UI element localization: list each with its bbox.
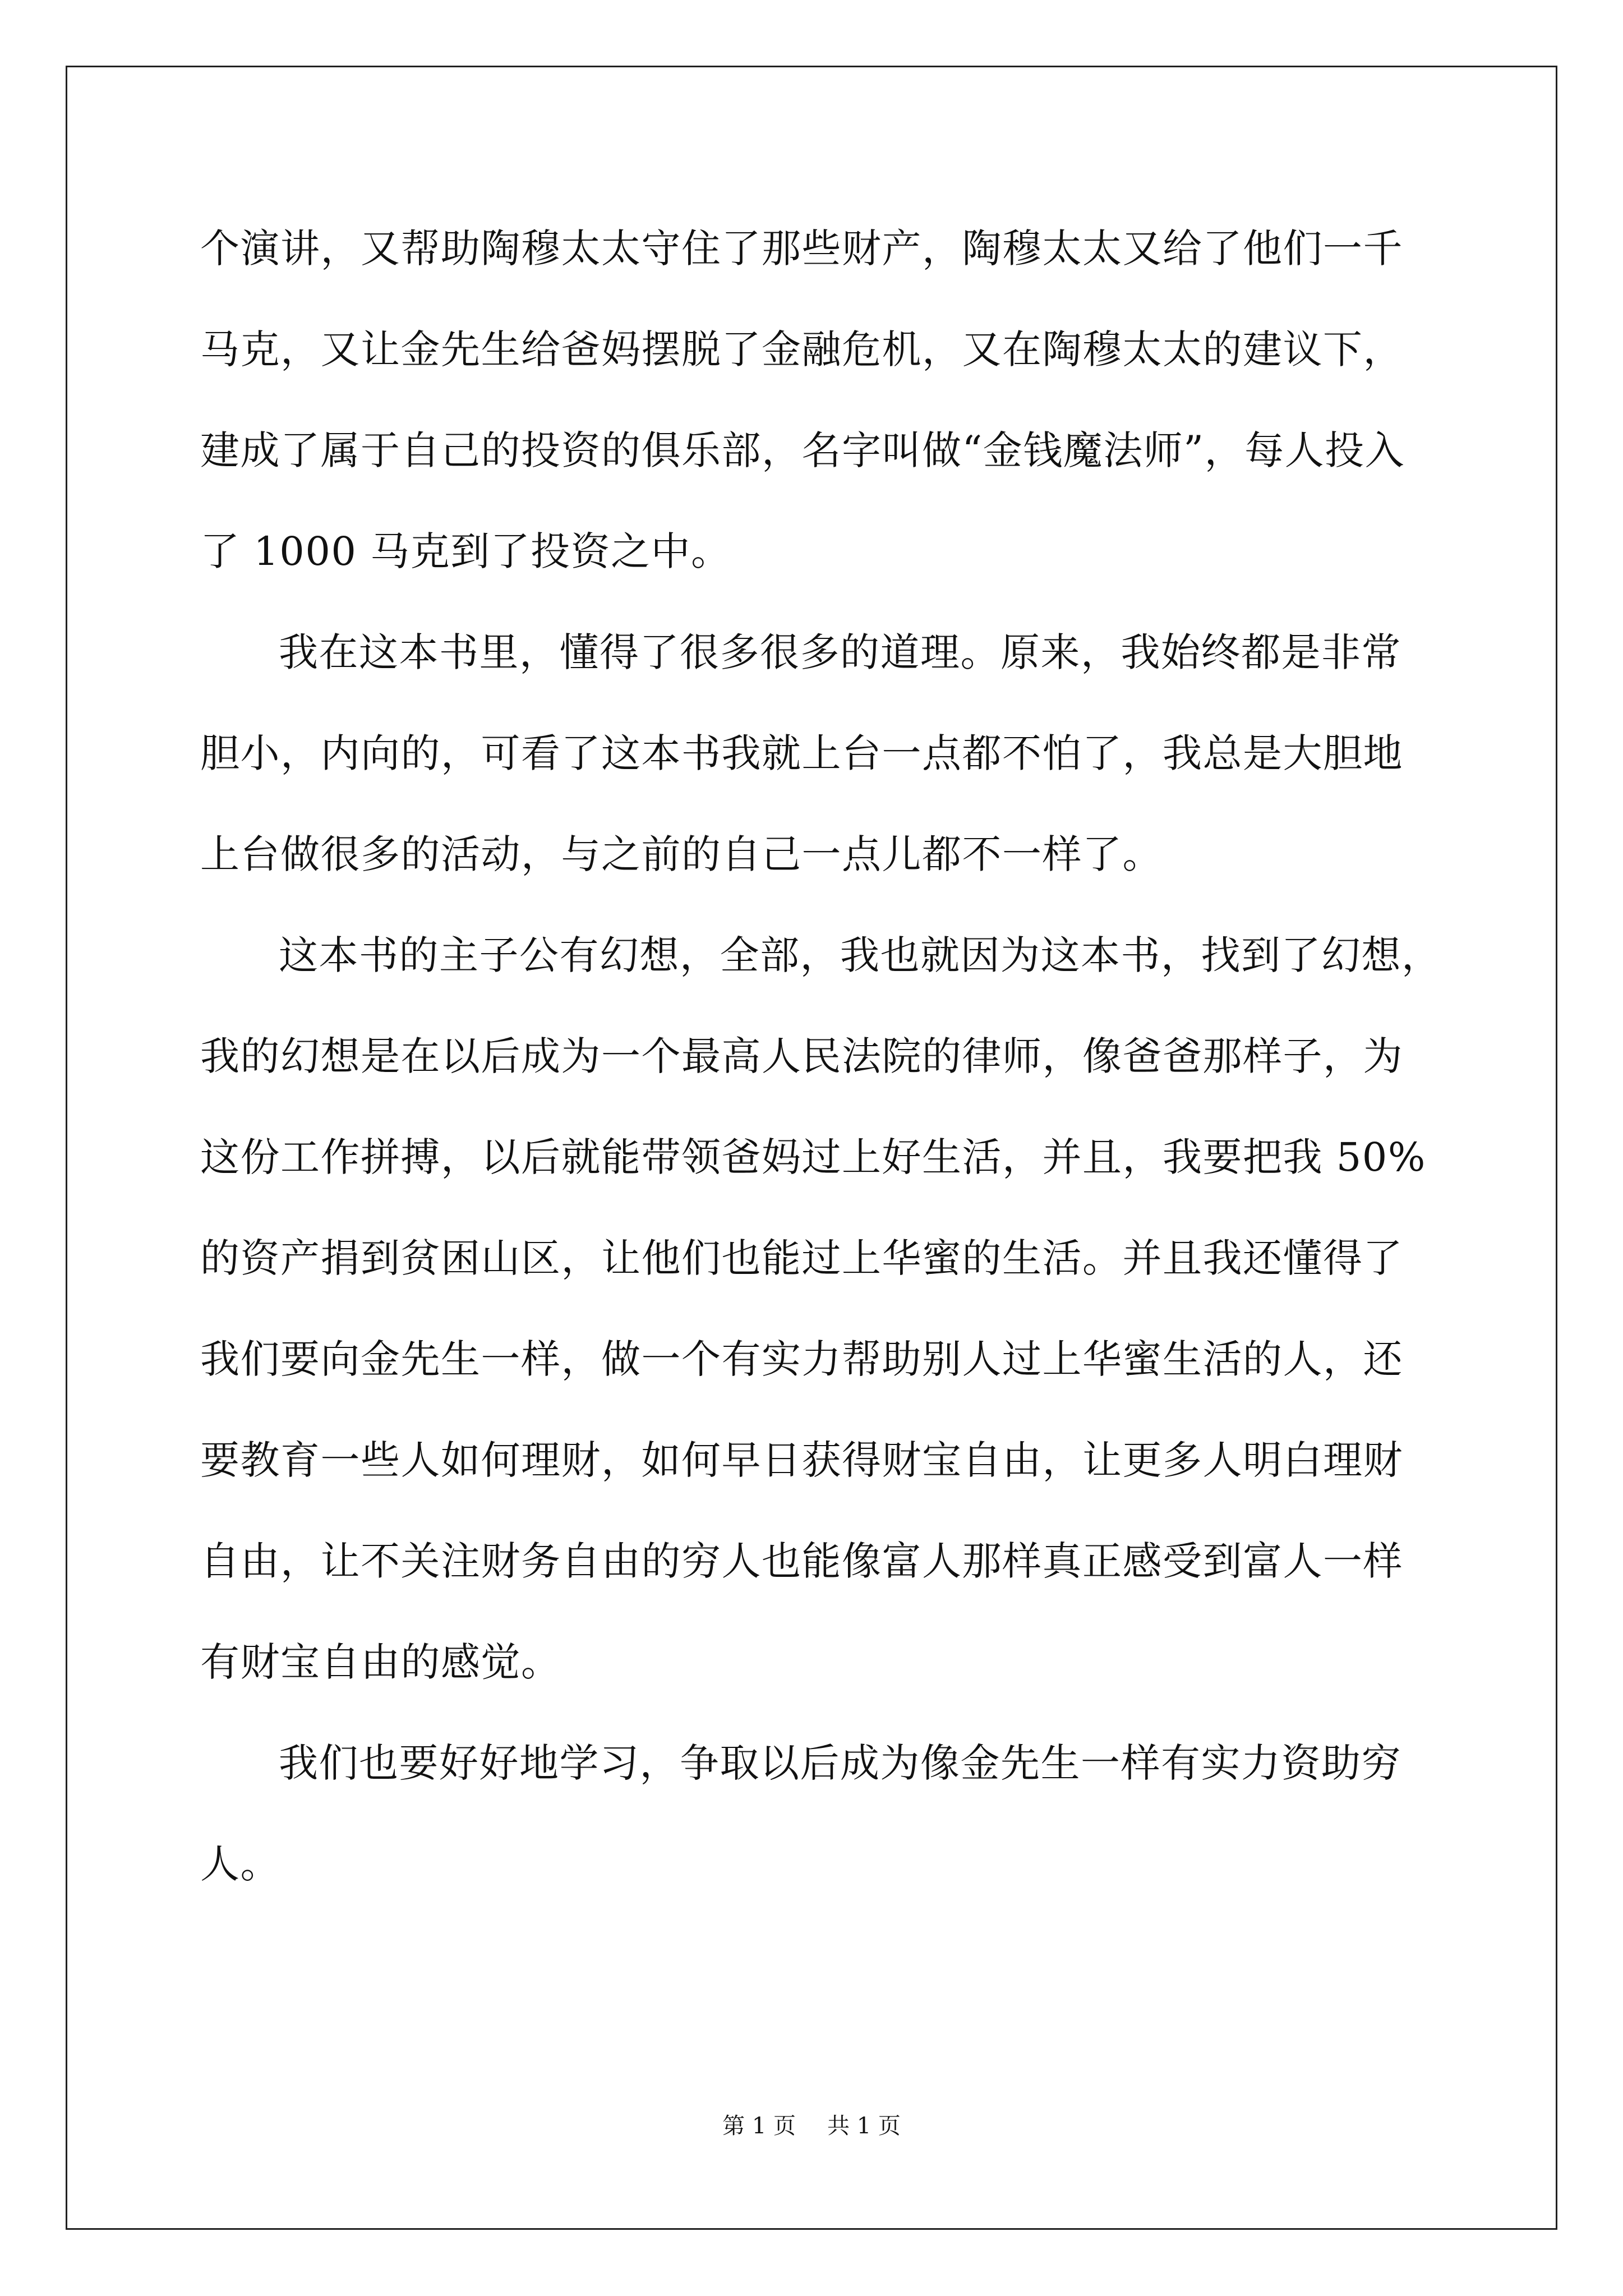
page-total: 共 1 页 xyxy=(827,2113,901,2139)
text-line: 我们也要好好地学习，争取以后成为像金先生一样有实力资助穷 xyxy=(279,1740,1401,1786)
text-line: 人。 xyxy=(200,1841,280,1887)
text-line: 的资产捐到贫困山区，让他们也能过上华蜜的生活。并且我还懂得了 xyxy=(200,1235,1403,1281)
text-line: 马克，又让金先生给爸妈摆脱了金融危机，又在陶穆太太的建议下， xyxy=(200,326,1403,372)
text-line: 要教育一些人如何理财，如何早日获得财宝自由，让更多人明白理财 xyxy=(200,1437,1403,1483)
text-line: 这本书的主子公有幻想，全部，我也就因为这本书，找到了幻想， xyxy=(279,932,1442,978)
text-line: 我们要向金先生一样，做一个有实力帮助别人过上华蜜生活的人，还 xyxy=(200,1336,1403,1382)
text-line: 上台做很多的活动，与之前的自己一点儿都不一样了。 xyxy=(200,831,1163,877)
text-line: 自由，让不关注财务自由的穷人也能像富人那样真正感受到富人一样 xyxy=(200,1538,1403,1584)
text-line: 我的幻想是在以后成为一个最高人民法院的律师，像爸爸那样子，为 xyxy=(200,1033,1403,1079)
text-line: 有财宝自由的感觉。 xyxy=(200,1639,561,1685)
text-line: 这份工作拼搏，以后就能带领爸妈过上好生活，并且，我要把我 50% xyxy=(200,1134,1426,1180)
text-line: 建成了属于自己的投资的俱乐部，名字叫做“金钱魔法师”，每人投入 xyxy=(200,427,1405,473)
page-number: 第 1 页 xyxy=(722,2113,796,2139)
page-footer xyxy=(0,2110,1623,2142)
text-line: 个演讲，又帮助陶穆太太守住了那些财产，陶穆太太又给了他们一千 xyxy=(200,226,1403,272)
text-line: 了 1000 马克到了投资之中。 xyxy=(200,528,731,574)
text-line: 胆小，内向的，可看了这本书我就上台一点都不怕了，我总是大胆地 xyxy=(200,730,1403,776)
text-line: 我在这本书里，懂得了很多很多的道理。原来，我始终都是非常 xyxy=(279,629,1401,675)
